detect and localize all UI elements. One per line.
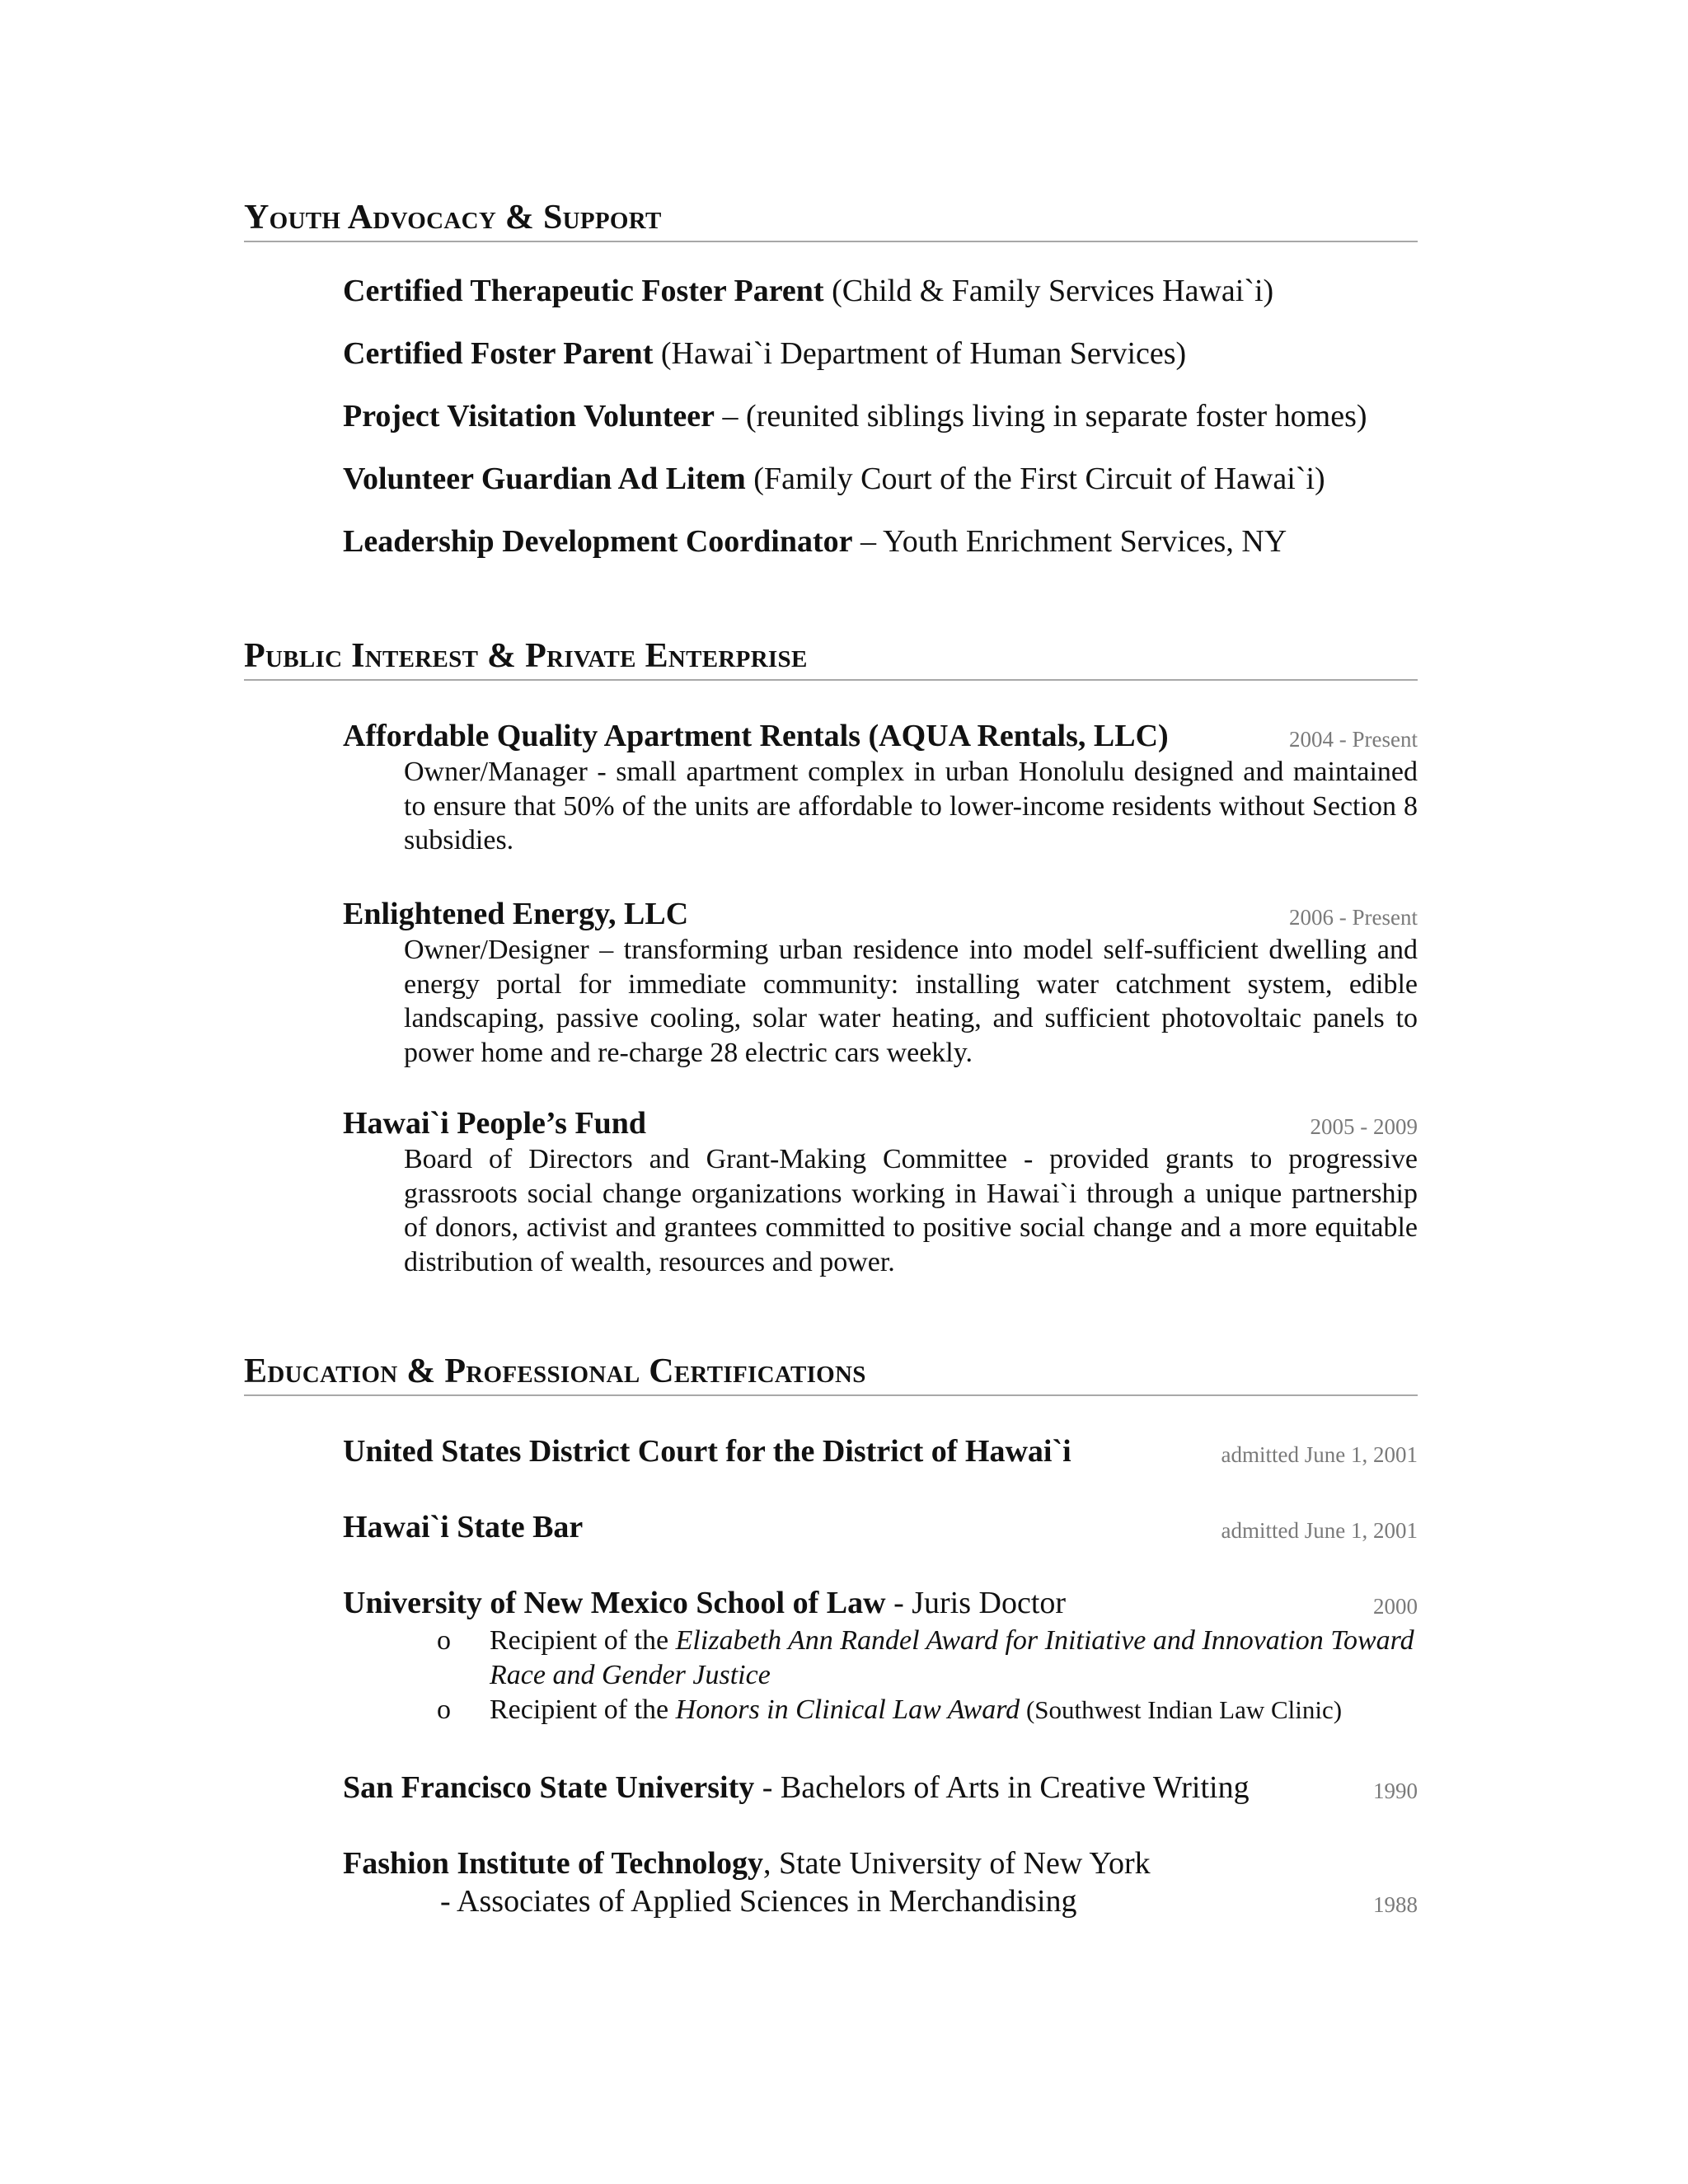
entry-date: admitted June 1, 2001 [1221, 1442, 1418, 1467]
entry-enlightened-energy [343, 895, 1418, 933]
edu-district-court [343, 1432, 1418, 1470]
entry-description: Owner/Designer – transforming urban residence into model self-sufficient dwelling and energy portal for immediate community: installing water catchment system, edible landscaping, passive cooling, solar water heating, and sufficient photovoltaic panels to power home and re-charge 28 electric cars weekly. [404, 935, 1418, 1068]
section-heading-education: Education & Professional Certifications [244, 1352, 1418, 1396]
school-affiliation: , State University of New York [762, 1846, 1151, 1881]
entry-aqua-rentals [343, 717, 1418, 755]
degree: - Associates of Applied Sciences in Merchandising [440, 1884, 1077, 1919]
entry-title: Hawai`i State Bar [343, 1510, 584, 1544]
item-detail: (Hawai`i Department of Human Services) [653, 336, 1187, 371]
item-detail: – (reunited siblings living in separate foster homes) [715, 399, 1367, 434]
section-heading-youth-advocacy: Youth Advocacy & Support [244, 198, 1418, 242]
youth-item-foster-parent [343, 335, 1423, 373]
bullet-marker: o [437, 1625, 451, 1656]
edu-sfsu [343, 1769, 1418, 1807]
award-text: Recipient of the Honors in Clinical Law Award (Southwest Indian Law Clinic) [490, 1694, 1343, 1725]
edu-fit-degree [343, 1882, 1418, 1920]
degree: - Juris Doctor [885, 1586, 1067, 1620]
youth-item-guardian-ad-litem [343, 460, 1423, 498]
entry-date: 2006 - Present [1289, 905, 1418, 930]
entry-date: 1990 [1373, 1779, 1418, 1803]
school-name: Fashion Institute of Technology [343, 1846, 763, 1881]
youth-item-project-visitation [343, 397, 1423, 435]
entry-description: Owner/Manager - small apartment complex in urban Honolulu designed and maintained to ensure that 50% of the units are affordable to lower-income residents without Section 8 subsidies. [404, 757, 1418, 855]
item-title: Certified Therapeutic Foster Parent [343, 274, 824, 308]
degree: - Bachelors of Arts in Creative Writing [754, 1770, 1250, 1805]
item-detail: (Child & Family Services Hawai`i) [823, 274, 1274, 308]
entry-hawaii-peoples-fund [343, 1104, 1418, 1142]
edu-state-bar [343, 1508, 1418, 1546]
award-text: Recipient of the Elizabeth Ann Randel Award for Initiative and Innovation Toward Race and Gender Justice [490, 1625, 1414, 1690]
section-heading-public-interest: Public Interest & Private Enterprise [244, 636, 1418, 681]
item-title: Certified Foster Parent [343, 336, 654, 371]
edu-unm-law [343, 1584, 1418, 1622]
bullet-marker: o [437, 1694, 451, 1725]
item-title: Volunteer Guardian Ad Litem [343, 462, 746, 496]
youth-item-therapeutic-foster-parent [343, 272, 1423, 310]
item-detail: – Youth Enrichment Services, NY [852, 524, 1287, 559]
entry-title: Affordable Quality Apartment Rentals (AQUA Rentals, LLC) [343, 719, 1169, 753]
entry-date: 1988 [1373, 1892, 1418, 1917]
edu-fit [343, 1844, 1418, 1882]
item-title: Project Visitation Volunteer [343, 399, 715, 434]
school-name: San Francisco State University [343, 1770, 755, 1805]
entry-date: 2005 - 2009 [1310, 1114, 1418, 1139]
item-detail: (Family Court of the First Circuit of Hawai`i) [745, 462, 1325, 496]
entry-title: Enlightened Energy, LLC [343, 897, 689, 931]
award-name: Honors in Clinical Law Award [675, 1694, 1020, 1725]
entry-title: United States District Court for the District of Hawai`i [343, 1434, 1071, 1469]
youth-item-leadership-coordinator [343, 523, 1423, 560]
entry-description: Board of Directors and Grant-Making Committee - provided grants to progressive grassroots social change organizations working in Hawai`i through a unique partnership of donors, activist and grantees committed to positive social change and a more equitable distribution of wealth, resources and power. [404, 1144, 1418, 1277]
entry-date: 2000 [1373, 1594, 1418, 1619]
school-name: University of New Mexico School of Law [343, 1586, 886, 1620]
item-title: Leadership Development Coordinator [343, 524, 853, 559]
entry-title: Hawai`i People’s Fund [343, 1106, 647, 1141]
entry-date: admitted June 1, 2001 [1221, 1518, 1418, 1543]
entry-date: 2004 - Present [1289, 727, 1418, 752]
award-name: Elizabeth Ann Randel Award for Initiative and Innovation Toward Race and Gender Justice [490, 1625, 1414, 1690]
